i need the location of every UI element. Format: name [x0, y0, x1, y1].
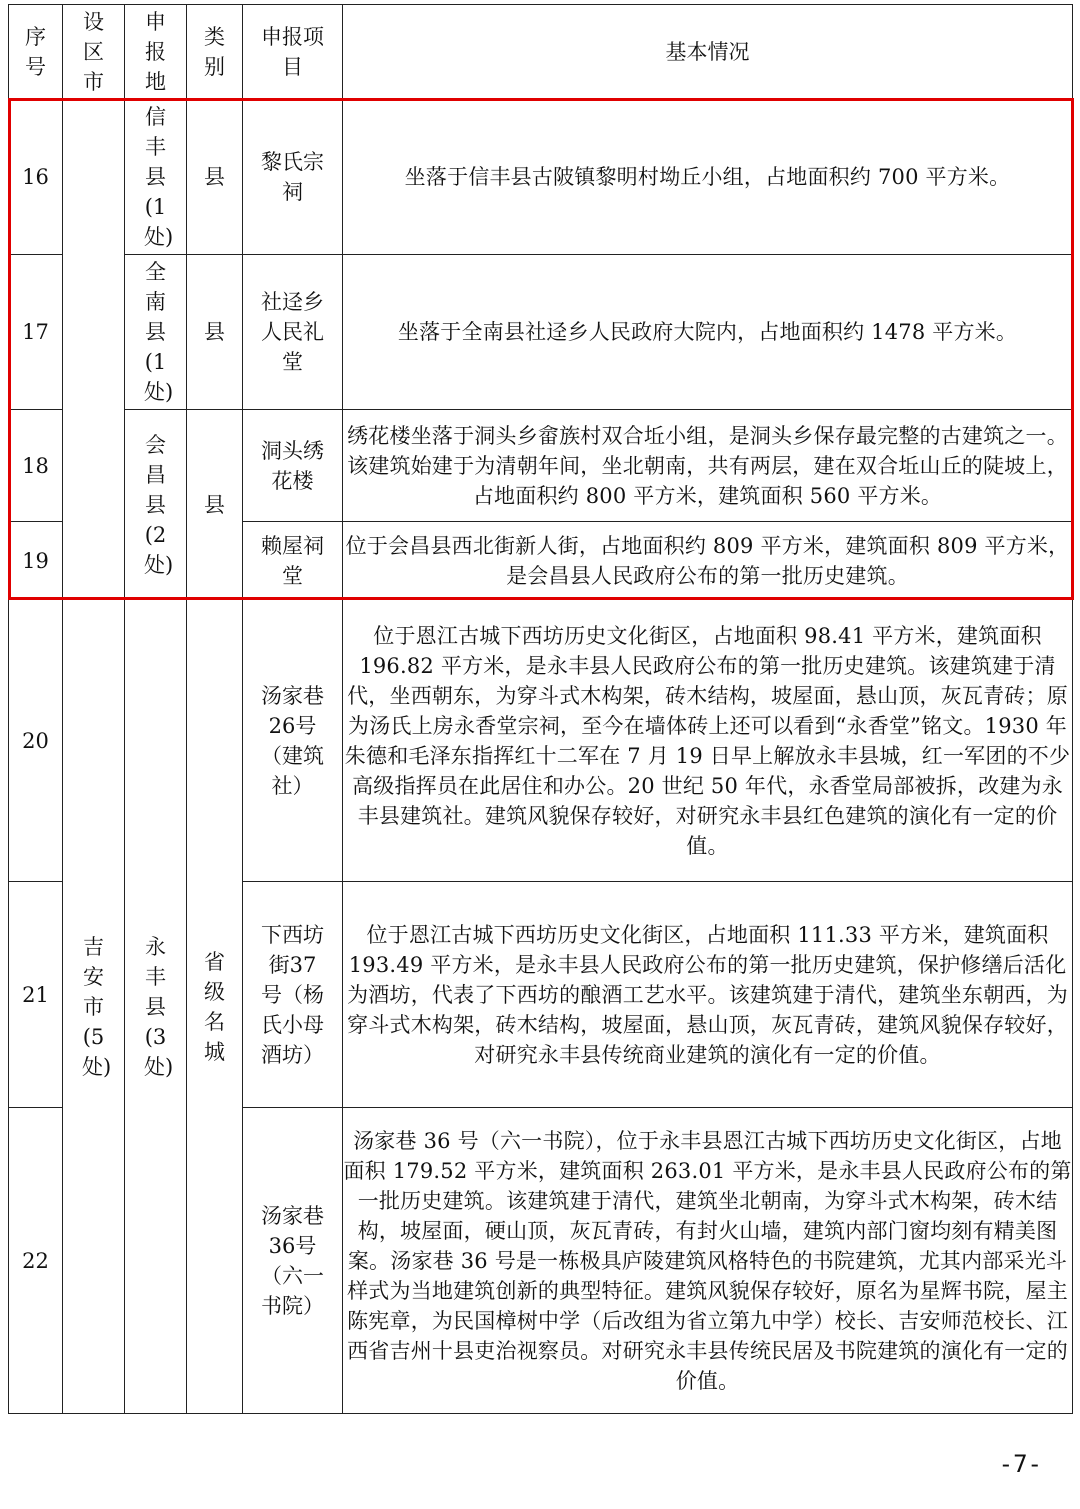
header-item: 申报项目: [243, 5, 343, 99]
type-cell: 县: [187, 410, 243, 600]
desc-cell: 坐落于全南县社迳乡人民政府大院内，占地面积约 1478 平方米。: [343, 255, 1073, 410]
county-cell: 信丰县(1处): [125, 99, 187, 255]
type-cell: 县: [187, 255, 243, 410]
item-cell: 汤家巷36号（六一书院）: [243, 1108, 343, 1414]
city-cell: 吉安市(5处): [63, 600, 125, 1414]
header-county: 申报地: [125, 5, 187, 99]
row-no: 20: [9, 600, 63, 882]
table-row: [9, 99, 1073, 255]
type-cell: 县: [187, 99, 243, 255]
heritage-table: [8, 4, 1073, 1414]
desc-cell: 位于恩江古城下西坊历史文化街区，占地面积 111.33 平方米，建筑面积 193.49 平方米，是永丰县人民政府公布的第一批历史建筑，保护修缮后活化为酒坊，代表了下西坊的酿酒工艺水平。该建筑建于清代，建筑坐东朝西，为穿斗式木构架，砖木结构，坡屋面，悬山顶，灰瓦青砖，建筑风貌保存较好，对研究永丰县传统商业建筑的演化有一定的价值。: [343, 882, 1073, 1108]
page-number: -7-: [998, 1450, 1042, 1478]
type-cell: 省级名城: [187, 600, 243, 1414]
county-cell: 会昌县(2处): [125, 410, 187, 600]
item-cell: 汤家巷26号（建筑社）: [243, 600, 343, 882]
item-cell: 赖屋祠堂: [243, 522, 343, 600]
header-row: [9, 5, 1073, 99]
item-cell: 社迳乡人民礼堂: [243, 255, 343, 410]
row-no: 17: [9, 255, 63, 410]
item-cell: 下西坊街37号（杨氏小母酒坊）: [243, 882, 343, 1108]
county-cell: 全南县(1处): [125, 255, 187, 410]
table-row: [9, 255, 1073, 410]
table-row: [9, 600, 1073, 882]
item-cell: 洞头绣花楼: [243, 410, 343, 522]
row-no: 21: [9, 882, 63, 1108]
desc-cell: 位于会昌县西北街新人街，占地面积约 809 平方米，建筑面积 809 平方米，是会昌县人民政府公布的第一批历史建筑。: [343, 522, 1073, 600]
row-no: 22: [9, 1108, 63, 1414]
desc-cell: 绣花楼坐落于洞头乡畲族村双合坵小组，是洞头乡保存最完整的古建筑之一。该建筑始建于为清朝年间，坐北朝南，共有两层，建在双合坵山丘的陡坡上，占地面积约 800 平方米，建筑面积 560 平方米。: [343, 410, 1073, 522]
desc-cell: 汤家巷 36 号（六一书院），位于永丰县恩江古城下西坊历史文化街区，占地面积 179.52 平方米，建筑面积 263.01 平方米，是永丰县人民政府公布的第一批历史建筑。该建筑建于清代，建筑坐北朝南，为穿斗式木构架，砖木结构，坡屋面，硬山顶，灰瓦青砖，有封火山墙，建筑内部门窗均刻有精美图案。汤家巷 36 号是一栋极具庐陵建筑风格特色的书院建筑，尤其内部采光斗样式为当地建筑创新的典型特征。建筑风貌保存较好，原名为星辉书院，屋主陈宪章，为民国樟树中学（后改组为省立第九中学）校长、吉安师范校长、江西省吉州十县吏治视察员。对研究永丰县传统民居及书院建筑的演化有一定的价值。: [343, 1108, 1073, 1414]
desc-cell: 位于恩江古城下西坊历史文化街区，占地面积 98.41 平方米，建筑面积 196.82 平方米，是永丰县人民政府公布的第一批历史建筑。该建筑建于清代，坐西朝东，为穿斗式木构架，砖木结构，坡屋面，悬山顶，灰瓦青砖；原为汤氏上房永香堂宗祠，至今在墙体砖上还可以看到“永香堂”铭文。1930 年朱德和毛泽东指挥红十二军在 7 月 19 日早上解放永丰县城，红一军团的不少高级指挥员在此居住和办公。20 世纪 50 年代，永香堂局部被拆，改建为永丰县建筑社。建筑风貌保存较好，对研究永丰县红色建筑的演化有一定的价值。: [343, 600, 1073, 882]
header-no: 序号: [9, 5, 63, 99]
header-type: 类别: [187, 5, 243, 99]
county-cell: 永丰县(3处): [125, 600, 187, 1414]
row-no: 16: [9, 99, 63, 255]
header-city: 设区市: [63, 5, 125, 99]
row-no: 19: [9, 522, 63, 600]
desc-cell: 坐落于信丰县古陂镇黎明村坳丘小组，占地面积约 700 平方米。: [343, 99, 1073, 255]
city-cell-empty: [63, 99, 125, 600]
row-no: 18: [9, 410, 63, 522]
item-cell: 黎氏宗祠: [243, 99, 343, 255]
table-row: [9, 410, 1073, 522]
header-desc: 基本情况: [343, 5, 1073, 99]
